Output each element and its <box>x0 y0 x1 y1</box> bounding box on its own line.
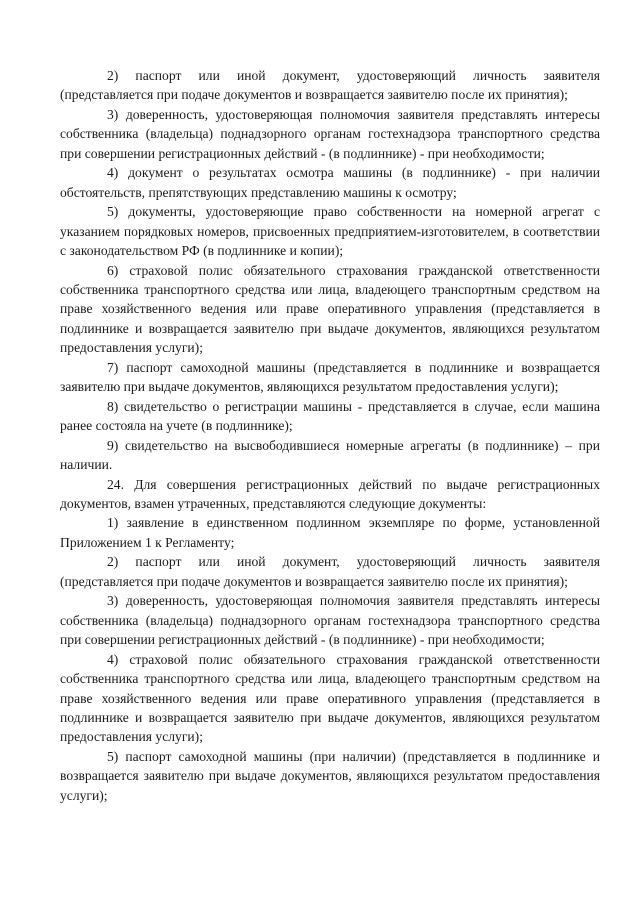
paragraph-s24-item-5-machine-passport: 5) паспорт самоходной машины (при наличии) (представляется в подлиннике и возвращается заявителю при выдаче документов, являющихся результатом предоставления услуги); <box>60 748 600 803</box>
paragraph-item-3-power-of-attorney: 3) доверенность, удостоверяющая полномочия заявителя представлять интересы собственника (владельца) поднадзорного органам гостехнадзора транспортного средства при совершении регистрационных действий - (в подлиннике) - при необходимости; <box>60 106 600 161</box>
paragraph-item-2-passport: 2) паспорт или иной документ, удостоверяющий личность заявителя (представляется при подаче документов и возвращается заявителю после их принятия); <box>60 68 600 103</box>
paragraph-item-8-registration-certificate: 8) свидетельство о регистрации машины - представляется в случае, если машина ранее состояла на учете (в подлиннике); <box>60 398 600 434</box>
paragraph-s24-item-1-application: 1) заявление в единственном подлинном экземпляре по форме, установленной Приложением 1 к Регламенту; <box>60 515 600 550</box>
paragraph-item-6-insurance-policy: 6) страховой полис обязательного страхования гражданской ответственности собственника транспортного средства или лица, владеющего транспортным средством на праве хозяйственного ведения или праве оперативного управления (представляется в подлиннике и возвращается заявителю при выдаче документов, являющихся результатом предоставления услуги); <box>60 262 600 356</box>
paragraph-s24-item-3-power-of-attorney: 3) доверенность, удостоверяющая полномочия заявителя представлять интересы собственника (владельца) поднадзорного органам гостехнадзора транспортного средства при совершении регистрационных действий - (в подлиннике) - при необходимости; <box>60 593 600 648</box>
document-page <box>60 66 600 805</box>
paragraph-s24-item-2-passport: 2) паспорт или иной документ, удостоверяющий личность заявителя (представляется при подаче документов и возвращается заявителю после их принятия); <box>60 554 600 589</box>
paragraph-section-24-heading: 24. Для совершения регистрационных действий по выдаче регистрационных документов, взамен утраченных, представляются следующие документы: <box>60 476 600 511</box>
paragraph-item-7-machine-passport: 7) паспорт самоходной машины (представляется в подлиннике и возвращается заявителю при выдаче документов, являющихся результатом предоставления услуги); <box>60 359 600 395</box>
paragraph-s24-item-4-insurance-policy: 4) страховой полис обязательного страхования гражданской ответственности собственника транспортного средства или лица, владеющего транспортным средством на праве хозяйственного ведения или праве оперативного управления (представляется в подлиннике и возвращается заявителю при выдаче документов, являющихся результатом предоставления услуги); <box>60 651 600 745</box>
paragraph-item-4-inspection-results: 4) документ о результатах осмотра машины (в подлиннике) - при наличии обстоятельств, препятствующих представлению машины к осмотру; <box>60 165 600 200</box>
paragraph-item-9-released-units-certificate: 9) свидетельство на высвободившиеся номерные агрегаты (в подлиннике) – при наличии. <box>60 437 600 473</box>
paragraph-item-5-ownership-documents: 5) документы, удостоверяющие право собственности на номерной агрегат с указанием порядковых номеров, присвоенных предприятием-изготовителем, в соответствии с законодательством РФ (в подлиннике и копии); <box>60 204 600 259</box>
